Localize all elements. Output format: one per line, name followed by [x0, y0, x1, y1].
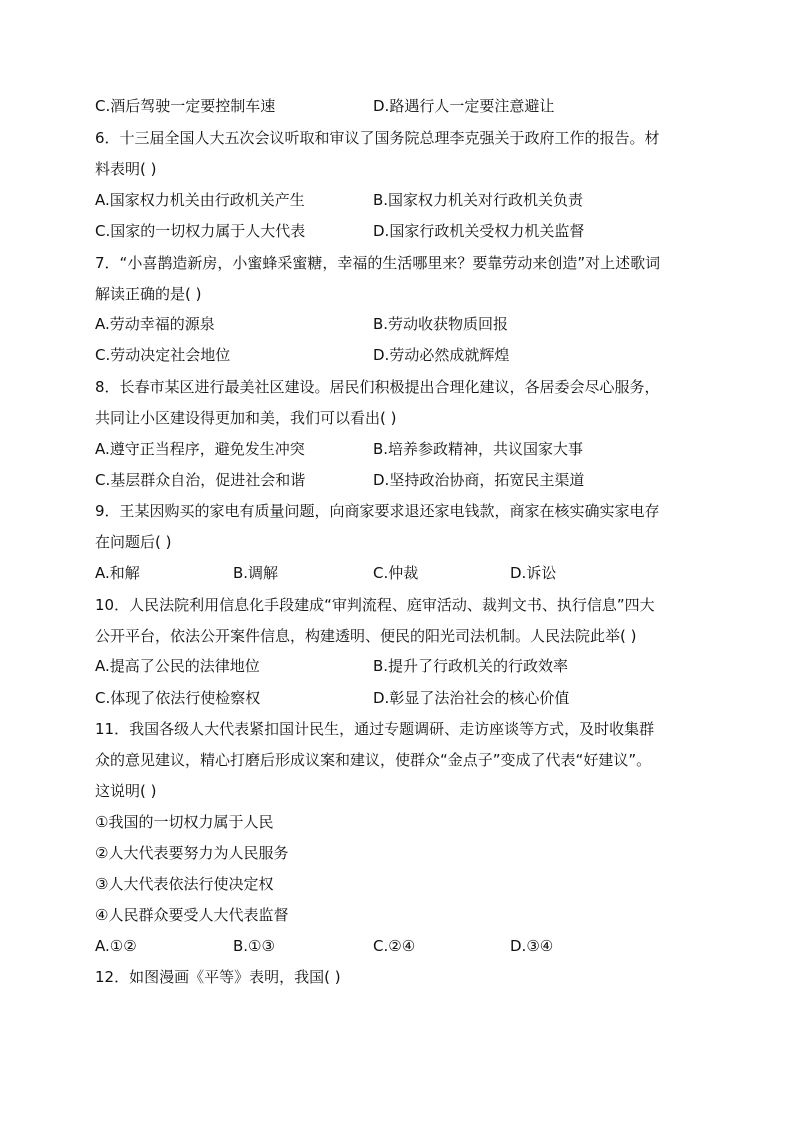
q8-option-c: C.基层群众自治，促进社会和谐	[95, 471, 306, 489]
q10-options-ab	[95, 656, 715, 676]
q11-option-a: A.①②	[95, 937, 137, 955]
q11-stem-line1: 11．我国各级人大代表紧扣国计民生，通过专题调研、走访座谈等方式，及时收集群	[95, 720, 655, 738]
q10-option-d: D.彰显了法治社会的核心价值	[373, 689, 570, 707]
q9-stem-line2: 在问题后( )	[95, 533, 172, 551]
q6-options-ab	[95, 190, 715, 210]
q6-stem-line1: 6．十三届全国人大五次会议听取和审议了国务院总理李克强关于政府工作的报告。材	[95, 129, 660, 147]
q11-stem-line3: 这说明( )	[95, 782, 157, 800]
q6-options-cd	[95, 221, 715, 241]
q7-stem-line1: 7．“小喜鹊造新房，小蜜蜂采蜜糖，幸福的生活哪里来？要靠劳动来创造”对上述歌词	[95, 254, 661, 272]
q11-statement-3: ③人大代表依法行使决定权	[95, 875, 274, 893]
q11-options	[95, 936, 715, 956]
q9-option-c: C.仲裁	[373, 564, 419, 582]
q11-option-d: D.③④	[510, 937, 554, 955]
q12-stem: 12．如图漫画《平等》表明，我国( )	[95, 968, 341, 986]
q8-options-cd	[95, 470, 715, 490]
q6-option-c: C.国家的一切权力属于人大代表	[95, 222, 306, 240]
q6-option-b: B.国家权力机关对行政机关负责	[373, 191, 584, 209]
q10-stem-line1: 10．人民法院利用信息化手段建成“审判流程、庭审活动、裁判文书、执行信息”四大	[95, 596, 655, 614]
q11-option-c: C.②④	[373, 937, 416, 955]
q8-stem-line1: 8．长春市某区进行最美社区建设。居民们积极提出合理化建议，各居委会尽心服务，	[95, 378, 660, 396]
q5-options-cd	[95, 96, 715, 116]
q7-option-d: D.劳动必然成就辉煌	[373, 346, 510, 364]
q7-options-cd	[95, 345, 715, 365]
q11-statement-4: ④人民群众要受人大代表监督	[95, 906, 289, 924]
q9-option-b: B.调解	[233, 564, 279, 582]
q7-stem-line2: 解读正确的是( )	[95, 285, 202, 303]
q7-option-a: A.劳动幸福的源泉	[95, 315, 215, 333]
q9-stem-line1: 9．王某因购买的家电有质量问题，向商家要求退还家电钱款，商家在核实确实家电存	[95, 502, 660, 520]
q8-stem-line2: 共同让小区建设得更加和美，我们可以看出( )	[95, 409, 397, 427]
q6-stem-line2: 料表明( )	[95, 160, 157, 178]
q7-option-b: B.劳动收获物质回报	[373, 315, 509, 333]
q10-option-b: B.提升了行政机关的行政效率	[373, 657, 569, 675]
q11-statement-2: ②人大代表要努力为人民服务	[95, 844, 289, 862]
q9-option-d: D.诉讼	[510, 564, 557, 582]
q11-stem-line2: 众的意见建议，精心打磨后形成议案和建议，使群众“金点子”变成了代表“好建议”。	[95, 751, 652, 769]
q8-option-a: A.遵守正当程序，避免发生冲突	[95, 440, 305, 458]
q10-stem-line2: 公开平台，依法公开案件信息，构建透明、便民的阳光司法机制。人民法院此举( )	[95, 627, 637, 645]
q8-option-d: D.坚持政治协商，拓宽民主渠道	[373, 471, 585, 489]
q7-option-c: C.劳动决定社会地位	[95, 346, 231, 364]
q10-option-a: A.提高了公民的法律地位	[95, 657, 260, 675]
q10-options-cd	[95, 688, 715, 708]
q5-option-c: C.酒后驾驶一定要控制车速	[95, 97, 276, 115]
q11-option-b: B.①③	[233, 937, 275, 955]
q9-option-a: A.和解	[95, 564, 140, 582]
q10-option-c: C.体现了依法行使检察权	[95, 689, 261, 707]
q6-option-a: A.国家权力机关由行政机关产生	[95, 191, 305, 209]
q6-option-d: D.国家行政机关受权力机关监督	[373, 222, 585, 240]
q5-option-d: D.路遇行人一定要注意避让	[373, 97, 555, 115]
q8-options-ab	[95, 439, 715, 459]
q7-options-ab	[95, 314, 715, 334]
q8-option-b: B.培养参政精神，共议国家大事	[373, 440, 584, 458]
q9-options	[95, 563, 715, 583]
q11-statement-1: ①我国的一切权力属于人民	[95, 813, 274, 831]
